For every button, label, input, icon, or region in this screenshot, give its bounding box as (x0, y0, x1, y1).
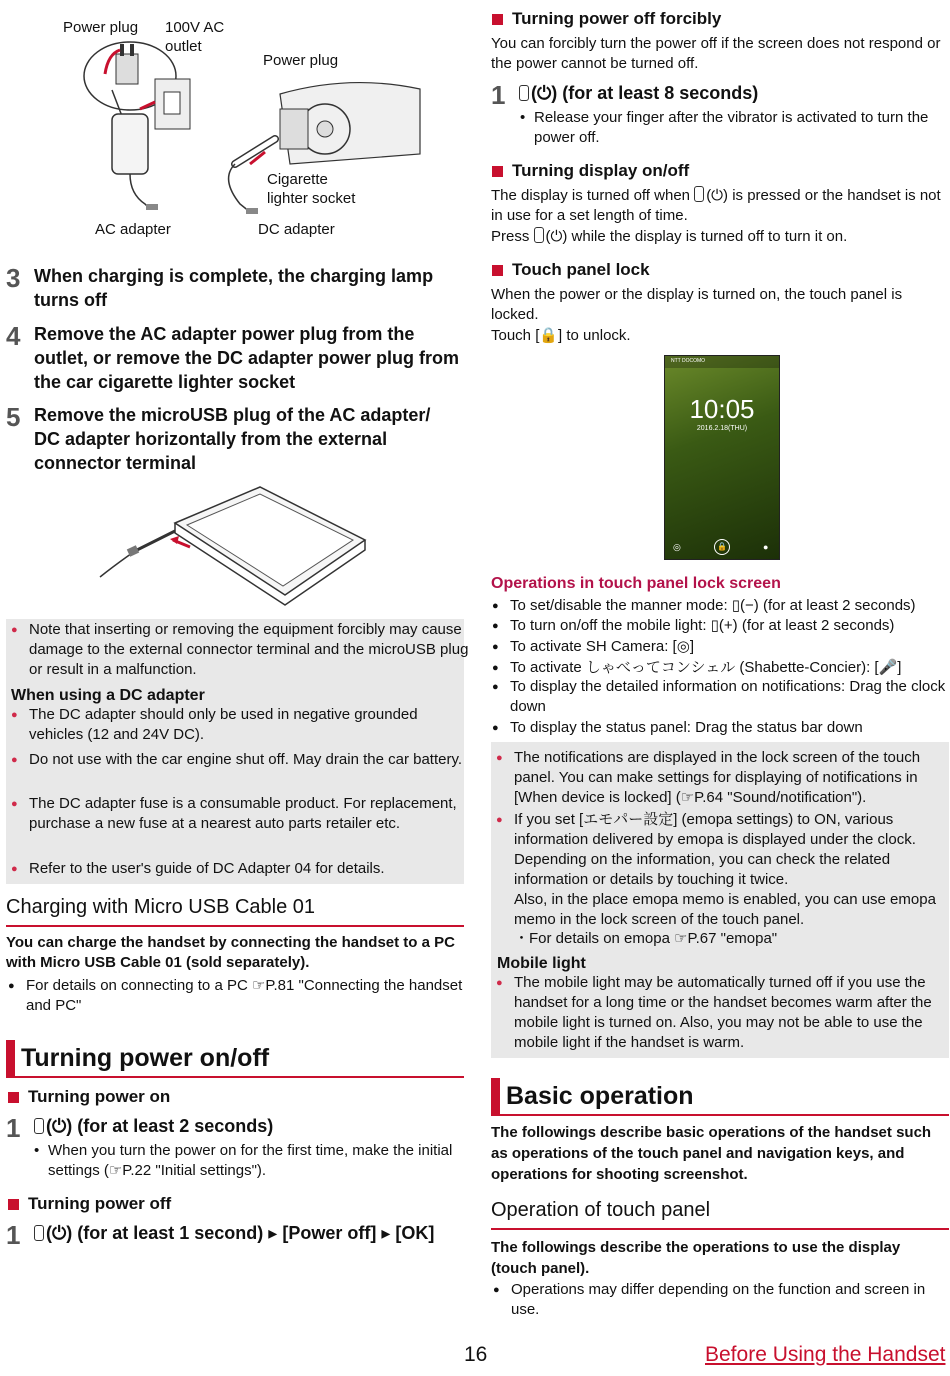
note-item: ● The DC adapter fuse is a consumable product. For replacement, purchase a new fuse at a nearest auto parts retailer etc. (11, 794, 469, 834)
usb-heading-rule (6, 925, 464, 927)
forcibly-note: • Release your finger after the vibrator is activated to turn the power off. (516, 108, 950, 148)
display-body-1: The display is turned off when (⏻) is pressed or the handset is not in use for a set length of time. (491, 187, 941, 224)
power-section-heading (6, 1040, 269, 1076)
note-item: ● The notifications are displayed in the lock screen of the touch panel. You can make settings for displaying of notifications in [When device is locked] (☞P.64 "Sound/notification"). (496, 748, 950, 808)
step-text: Remove the AC adapter power plug from the outlet, or remove the DC adapter power plug from the car cigarette lighter socket (34, 324, 460, 392)
touch-intro: The followings describe the operations to use the display (touch panel). (491, 1239, 901, 1277)
basic-section-heading (491, 1078, 694, 1114)
display-heading: Turning display on/off (492, 161, 689, 181)
touch-panel-heading: Operation of touch panel (491, 1199, 711, 1221)
display-body-2: Press (⏻) while the display is turned off to turn it on. (491, 228, 848, 245)
label-dc-adapter: DC adapter (258, 221, 335, 238)
power-key-icon (34, 1118, 44, 1134)
step-text: When charging is complete, the charging lamp turns off (34, 266, 434, 310)
usb-bullet: ● For details on connecting to a PC ☞P.81 "Connecting the handset and PC" (8, 976, 466, 1016)
note-item: ● The mobile light may be automatically turned off if you use the handset for a long time or the handset becomes warm after the mobile light is turned on. Also, you may not be able to use the mobile light if the handset is warm. (496, 973, 950, 1053)
step-text: (⏻) (for at least 8 seconds) (519, 81, 758, 109)
step-number: 1 (491, 80, 506, 110)
phone-usb-figure (95, 485, 375, 610)
forcibly-step (491, 81, 946, 109)
step-number: 4 (6, 321, 21, 351)
step-4 (6, 322, 461, 394)
page-number: 16 (464, 1343, 488, 1366)
step-number: 1 (6, 1220, 21, 1250)
heading-bar (491, 1078, 500, 1114)
power-key-icon (34, 1225, 44, 1241)
operations-item: ● To activate SH Camera: [◎] (492, 637, 950, 657)
step-text: (⏻) (for at least 2 seconds) (34, 1114, 273, 1142)
note-item: ● Do not use with the car engine shut off. May drain the car battery. (11, 750, 469, 770)
operations-item: ● To set/disable the manner mode: ▯(−) (for at least 2 seconds) (492, 596, 950, 616)
step-number: 5 (6, 402, 21, 432)
operations-item: ● To display the status panel: Drag the status bar down (492, 718, 950, 738)
touch-heading-rule (491, 1228, 949, 1230)
heading-bar (6, 1040, 15, 1076)
step-3 (6, 264, 461, 312)
step-text: (⏻) (for at least 1 second) ▸ [Power off] ▸ [OK] (34, 1221, 434, 1249)
usb-heading: Charging with Micro USB Cable 01 (6, 896, 316, 918)
operations-item: ● To turn on/off the mobile light: ▯(+) (for at least 2 seconds) (492, 616, 950, 636)
power-heading-rule (6, 1076, 464, 1078)
note-item: ● Refer to the user's guide of DC Adapter 04 for details. (11, 859, 469, 879)
lock-screen-image (664, 355, 780, 560)
forcibly-heading: Turning power off forcibly (492, 9, 721, 29)
touch-bullet: ● Operations may differ depending on the function and screen in use. (493, 1280, 950, 1320)
operations-item: ● To display the detailed information on notifications: Drag the clock down (492, 677, 950, 717)
step-5 (6, 403, 461, 475)
basic-heading-text: Basic operation (506, 1081, 694, 1110)
step-text: Remove the microUSB plug of the AC adapter/ DC adapter horizontally from the external connector terminal (34, 405, 431, 473)
label-power-plug-2: Power plug (263, 52, 339, 69)
label-cigarette-socket: Cigarette lighter socket (267, 171, 356, 207)
lock-date: 2016.2.18(THU) (696, 425, 748, 432)
label-outlet: 100V AC outlet (165, 19, 225, 55)
note-item: ● The DC adapter should only be used in negative grounded vehicles (12 and 24V DC). (11, 705, 469, 745)
power-key-icon (519, 85, 529, 101)
forcibly-body: You can forcibly turn the power off if the screen does not respond or the power cannot be turned off. (491, 35, 941, 72)
note-subheading: Mobile light (497, 955, 586, 972)
power-on-note: • When you turn the power on for the first time, make the initial settings (☞P.22 "Initial settings"). (30, 1141, 480, 1181)
chapter-link[interactable]: Before Using the Handset (705, 1343, 946, 1366)
lock-body-2: Touch [🔒] to unlock. (491, 327, 631, 344)
carrier-label: NTT DOCOMO (671, 358, 706, 364)
power-off-heading: Turning power off (8, 1194, 171, 1214)
step-number: 1 (6, 1113, 21, 1143)
adapter-illustration (50, 14, 450, 240)
basic-intro: The followings describe basic operations of the handset such as operations of the touch panel and navigation keys, and operations for shooting screenshot. (491, 1124, 932, 1183)
power-key-icon (534, 227, 544, 243)
power-heading-text: Turning power on/off (21, 1043, 270, 1072)
unlock-icon[interactable]: 🔒 (714, 539, 730, 555)
note-subitem: ・For details on emopa ☞P.67 "emopa" (514, 930, 778, 947)
note-item: ● Note that inserting or removing the equipment forcibly may cause damage to the external connector terminal and the microUSB plug or result in a malfunction. (11, 620, 469, 680)
power-off-step (6, 1221, 466, 1249)
label-ac-adapter: AC adapter (95, 221, 171, 238)
power-on-step (6, 1114, 461, 1142)
lock-heading: Touch panel lock (492, 260, 650, 280)
operations-heading: Operations in touch panel lock screen (491, 575, 781, 592)
basic-heading-rule (491, 1114, 949, 1116)
adapter-figure (50, 14, 450, 240)
power-on-heading: Turning power on (8, 1087, 170, 1107)
power-key-icon (694, 186, 704, 202)
usb-intro: You can charge the handset by connecting the handset to a PC with Micro USB Cable 01 (sold separately). (6, 934, 455, 971)
label-power-plug-1: Power plug (63, 19, 139, 36)
note-subheading: When using a DC adapter (11, 687, 205, 704)
note-item: ● If you set [エモパー設定] (emopa settings) to ON, various information delivered by emopa is displayed under the clock. Depending on the information, you can check the related information or details by touching it twice. Also, in the place emopa memo is enabled, you can use emopa memo in the lock screen of the touch panel. (496, 810, 950, 930)
camera-icon[interactable]: ◎ (673, 542, 681, 552)
lock-clock: 10:05 (689, 394, 755, 424)
lock-body-1: When the power or the display is turned on, the touch panel is locked. (491, 286, 903, 323)
operations-item: ● To activate しゃべってコンシェル (Shabette-Concier): [🎤] (492, 658, 950, 678)
mic-icon[interactable]: ● (763, 542, 769, 552)
step-number: 3 (6, 263, 21, 293)
phone-usb-illustration (95, 485, 375, 610)
